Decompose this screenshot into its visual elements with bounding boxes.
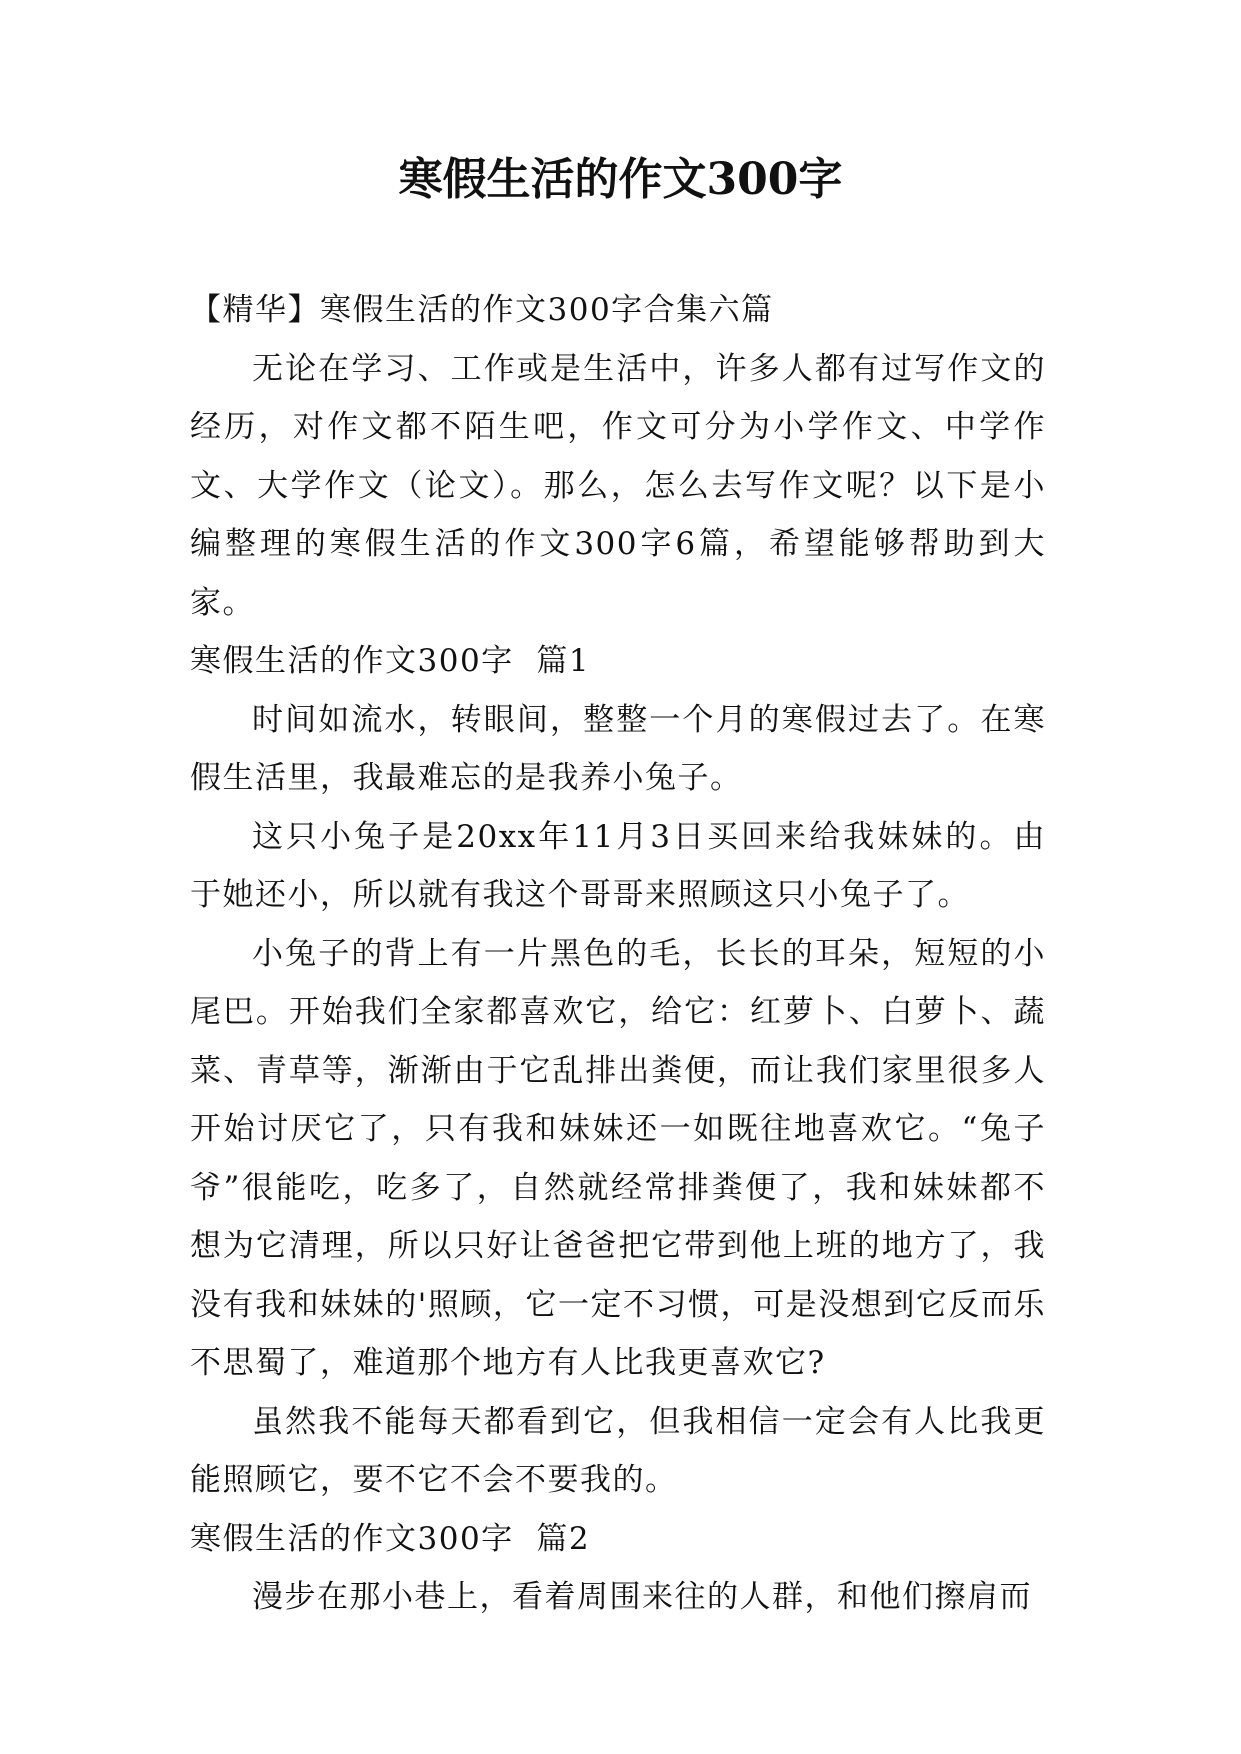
intro-paragraph: 无论在学习、工作或是生活中，许多人都有过写作文的经历，对作文都不陌生吧，作文可分为小学作文、中学作文、大学作文（论文）。那么，怎么去写作文呢？以下是小编整理的寒假生活的作文300字6篇，希望能够帮助到大家。 <box>190 350 1046 621</box>
section-1-paragraph-3: 小兔子的背上有一片黑色的毛，长长的耳朵，短短的小尾巴。开始我们全家都喜欢它，给它：红萝卜、白萝卜、蔬菜、青草等，渐渐由于它乱排出粪便，而让我们家里很多人开始讨厌它了，只有我和妹妹还一如既往地喜欢它。“兔子爷”很能吃，吃多了，自然就经常排粪便了，我和妹妹都不想为它清理，所以只好让爸爸把它带到他上班的地方了，我没有我和妹妹的'照顾，它一定不习惯，可是没想到它反而乐不思蜀了，难道那个地方有人比我更喜欢它? <box>190 935 1046 1381</box>
document-body <box>190 281 1046 1627</box>
collection-subtitle: 【精华】寒假生活的作文300字合集六篇 <box>190 292 774 328</box>
section-2-paragraph-1: 漫步在那小巷上，看着周围来往的人群，和他们擦肩而 <box>252 1579 1032 1615</box>
document-title: 寒假生活的作文300字 <box>398 154 843 205</box>
section-heading-1: 寒假生活的作文300字 篇1 <box>190 643 591 679</box>
section-heading-2: 寒假生活的作文300字 篇2 <box>190 1520 591 1557</box>
section-1-paragraph-2: 这只小兔子是20xx年11月3日买回来给我妹妹的。由于她还小，所以就有我这个哥哥来照顾这只小兔子了。 <box>190 818 1046 913</box>
section-1-paragraph-4: 虽然我不能每天都看到它，但我相信一定会有人比我更能照顾它，要不它不会不要我的。 <box>190 1403 1046 1498</box>
section-1-paragraph-1: 时间如流水，转眼间，整整一个月的寒假过去了。在寒假生活里，我最难忘的是我养小兔子。 <box>190 701 1046 796</box>
